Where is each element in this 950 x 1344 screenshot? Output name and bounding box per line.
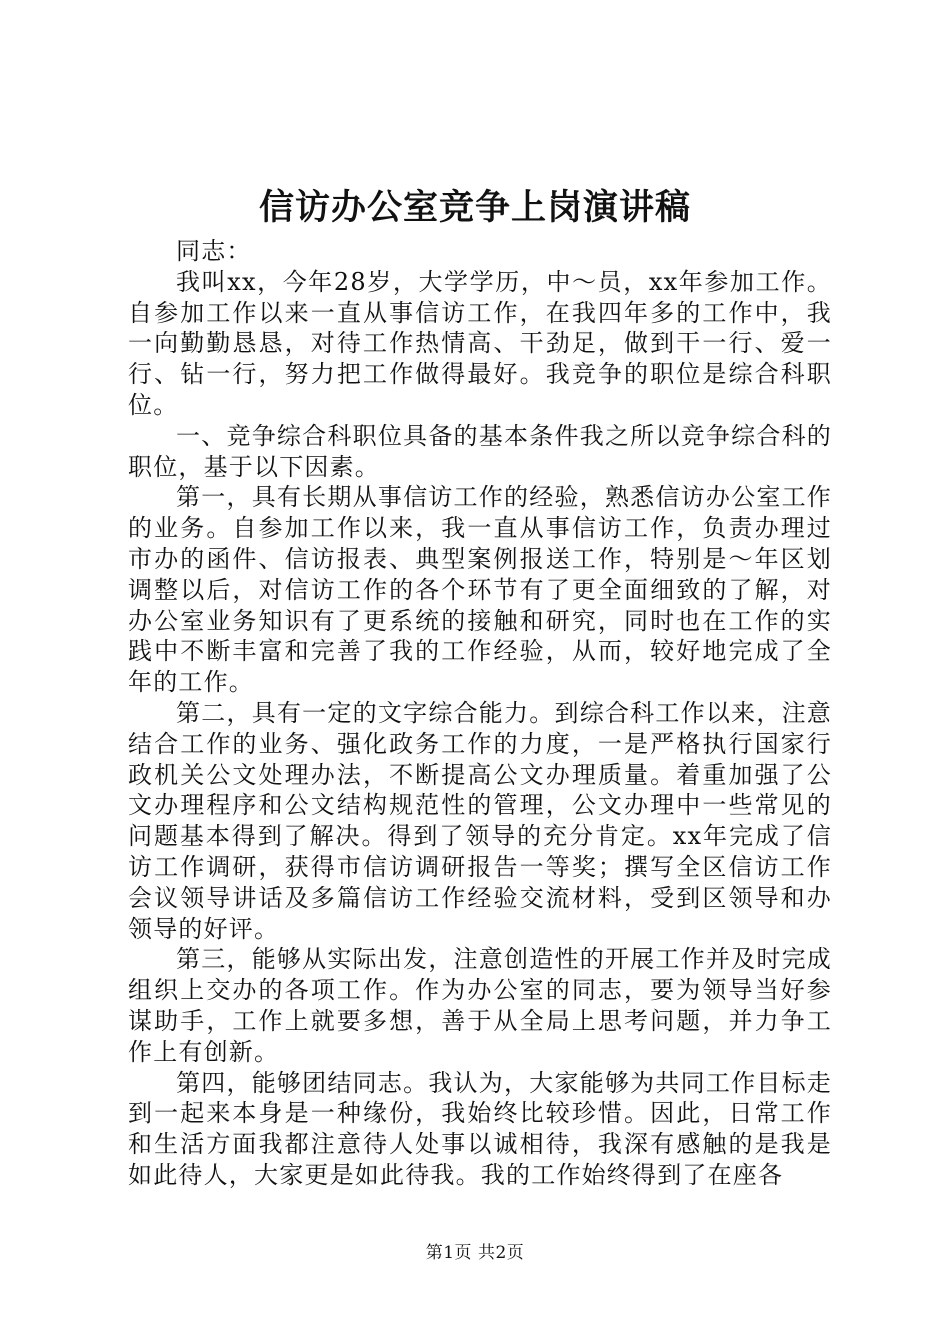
paragraph-fourth-point: 第四，能够团结同志。我认为，大家能够为共同工作目标走到一起来本身是一种缘份，我始终比较珍惜。因此，日常工作和生活方面我都注意待人处事以诚相待，我深有感触的是我是如此待人，大家更是如此待我。我的工作始终得到了在座各 [128, 1068, 832, 1189]
paragraph-third-point: 第三，能够从实际出发，注意创造性的开展工作并及时完成组织上交办的各项工作。作为办公室的同志，要为领导当好参谋助手，工作上就要多想，善于从全局上思考问题，并力争工作上有创新。 [128, 945, 832, 1066]
paragraph-first-point: 第一，具有长期从事信访工作的经验，熟悉信访办公室工作的业务。自参加工作以来，我一直从事信访工作，负责办理过市办的函件、信访报表、典型案例报送工作，特别是～年区划调整以后，对信访工作的各个环节有了更全面细致的了解，对办公室业务知识有了更系统的接触和研究，同时也在工作的实践中不断丰富和完善了我的工作经验，从而，较好地完成了全年的工作。 [128, 483, 832, 697]
paragraph-second-point: 第二，具有一定的文字综合能力。到综合科工作以来，注意结合工作的业务、强化政务工作的力度，一是严格执行国家行政机关公文处理办法，不断提高公文办理质量。着重加强了公文办理程序和公文结构规范性的管理，公文办理中一些常见的问题基本得到了解决。得到了领导的充分肯定。xx年完成了信访工作调研，获得市信访调研报告一等奖；撰写全区信访工作会议领导讲话及多篇信访工作经验交流材料，受到区领导和办领导的好评。 [128, 698, 832, 943]
page-number-footer: 第1页 共2页 [425, 1243, 525, 1263]
document-title: 信访办公室竞争上岗演讲稿 [258, 187, 691, 228]
salutation: 同志： [176, 237, 252, 265]
document-body [128, 236, 832, 1191]
paragraph-section-heading: 一、竞争综合科职位具备的基本条件我之所以竞争综合科的职位，基于以下因素。 [128, 421, 832, 481]
paragraph-intro: 我叫xx，今年28岁，大学学历，中～员，xx年参加工作。自参加工作以来一直从事信访工作，在我四年多的工作中，我一向勤勤恳恳，对待工作热情高、干劲足，做到干一行、爱一行、钻一行，努力把工作做得最好。我竞争的职位是综合科职位。 [128, 267, 832, 419]
